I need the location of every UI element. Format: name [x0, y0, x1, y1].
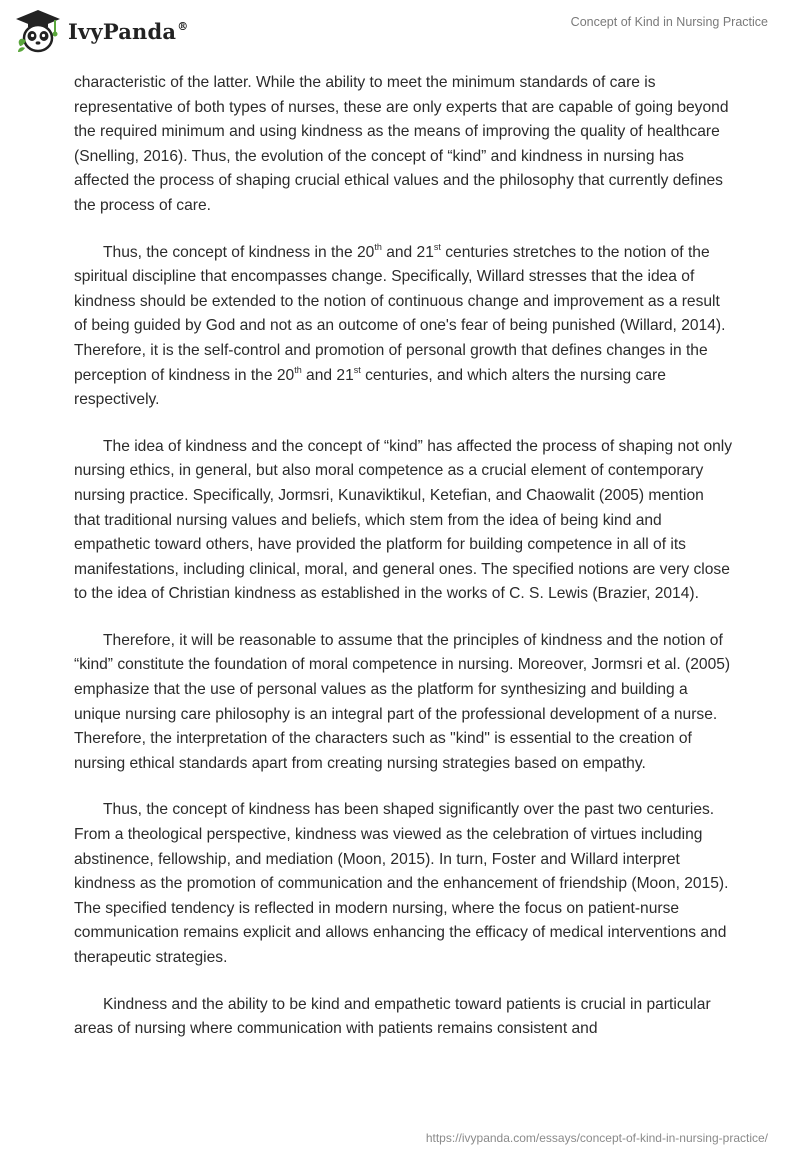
paragraph-6: Kindness and the ability to be kind and empathetic toward patients is crucial in particular areas of nursing where communication with patients remains consistent and — [74, 995, 711, 1038]
source-url[interactable]: https://ivypanda.com/essays/concept-of-kind-in-nursing-practice/ — [425, 1131, 768, 1145]
paragraph-1: characteristic of the latter. While the ability to meet the minimum standards of care is representative of both types of nurses, these are only experts that are capable of going beyond the required minimum and using kindness as the means of improving the quality of healthcare (Snelling, 2016). Thus, the evolution of the concept of “kind” and kindness in nursing has affected the process of shaping crucial ethical values and the philosophy that currently defines the process of care. — [74, 74, 729, 214]
panda-graduate-icon — [14, 8, 62, 54]
document-title: Concept of Kind in Nursing Practice — [570, 15, 768, 29]
page-header — [0, 0, 800, 72]
paragraph-5: Thus, the concept of kindness has been shaped significantly over the past two centuries. From a theological perspective, kindness was viewed as the celebration of virtues including abstinence, fellowship, and mediation (Moon, 2015). In turn, Foster and Willard interpret kindness as the promotion of communication and the enhancement of friendship (Moon, 2015). The specified tendency is reflected in modern nursing, where the focus on patient-nurse communication remains explicit and allows enhancing the efficacy of medical interventions and therapeutic strategies. — [74, 801, 729, 966]
essay-body — [74, 71, 734, 1064]
paragraph-3: The idea of kindness and the concept of “kind” has affected the process of shaping not only nursing ethics, in general, but also moral competence as a crucial element of contemporary nursing practice. Specifically, Jormsri, Kunaviktikul, Ketefian, and Chaowalit (2005) mention that traditional nursing values and beliefs, which stem from the idea of being kind and empathetic toward others, have provided the platform for building competence in all of its manifestations, including clinical, moral, and general ones. The specified notions are very close to the idea of Christian kindness as established in the works of C. S. Lewis (Brazier, 2014). — [74, 437, 733, 603]
paragraph-2: Thus, the concept of kindness in the 20th and 21st centuries stretches to the notion of the spiritual discipline that encompasses change. Specifically, Willard stresses that the idea of kindness should be extended to the notion of continuous change and improvement as a result of being guided by God and not as an outcome of one's fear of being punished (Willard, 2014). Therefore, it is the self-control and promotion of personal growth that defines changes in the perception of kindness in the 20th and 21st centuries, and which alters the nursing care respectively. — [74, 241, 726, 409]
paragraph-4: Therefore, it will be reasonable to assume that the principles of kindness and the notion of “kind” constitute the foundation of moral competence in nursing. Moreover, Jormsri et al. (2005) emphasize that the use of personal values as the platform for synthesizing and building a unique nursing care philosophy is an integral part of the professional development of a nurse. Therefore, the interpretation of the characters such as "kind" is essential to the creation of nursing ethical standards apart from creating nursing strategies based on empathy. — [74, 631, 731, 772]
ivypanda-logo[interactable] — [14, 8, 188, 54]
brand-name: IvyPanda® — [68, 18, 189, 44]
